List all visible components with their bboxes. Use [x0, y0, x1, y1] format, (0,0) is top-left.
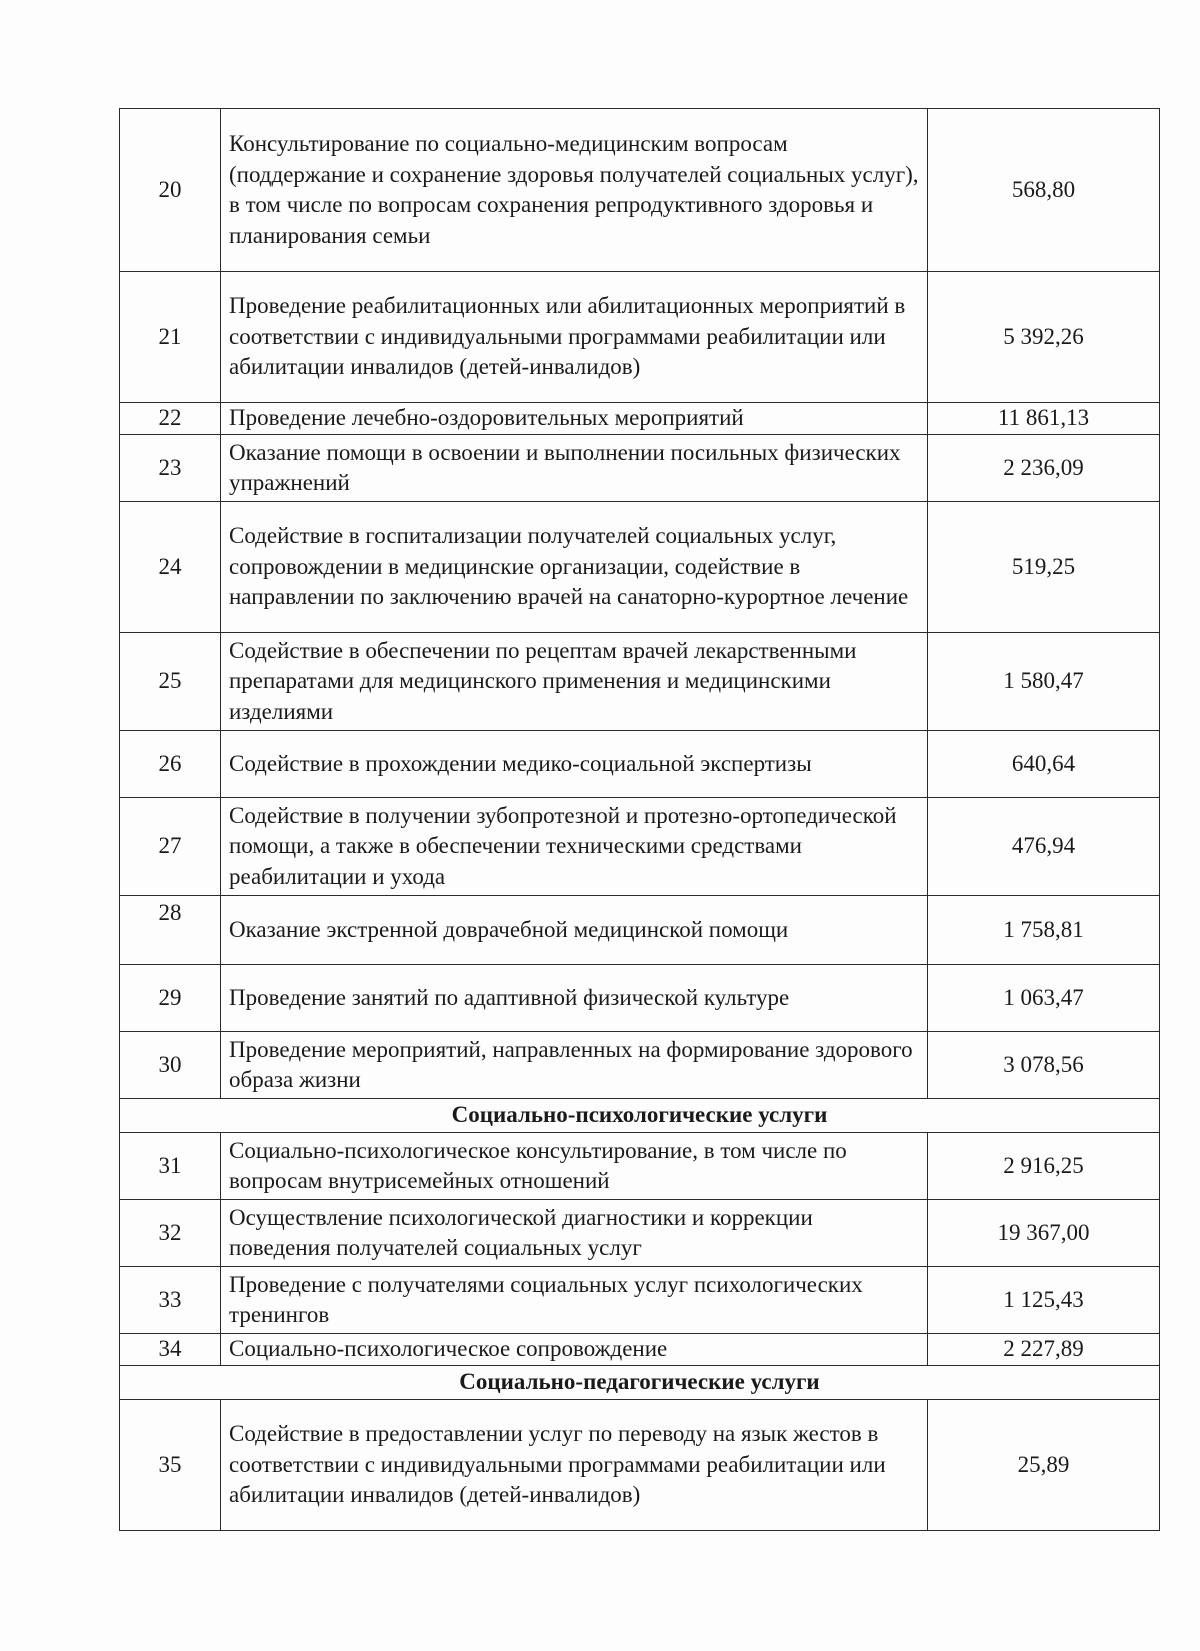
service-price: 2 236,09 — [928, 435, 1160, 502]
section-title-pedagogical: Социально-педагогические услуги — [120, 1366, 1160, 1400]
table-row — [120, 1334, 1160, 1366]
service-name: Содействие в предоставлении услуг по переводу на язык жестов в соответствии с индивидуальными программами реабилитации или абилитации инвалидов (детей-инвалидов) — [221, 1400, 928, 1531]
service-name: Консультирование по социально-медицинским вопросам (поддержание и сохранение здоровья получателей социальных услуг), в том числе по вопросам сохранения репродуктивного здоровья и планирования семьи — [221, 109, 928, 272]
service-price: 19 367,00 — [928, 1200, 1160, 1267]
service-price: 2 227,89 — [928, 1334, 1160, 1366]
row-number: 33 — [120, 1267, 221, 1334]
service-price: 640,64 — [928, 731, 1160, 798]
service-price: 568,80 — [928, 109, 1160, 272]
service-name: Проведение занятий по адаптивной физической культуре — [221, 965, 928, 1032]
table-row — [120, 1200, 1160, 1267]
table-row — [120, 1267, 1160, 1334]
section-header-row — [120, 1099, 1160, 1133]
row-number: 32 — [120, 1200, 221, 1267]
table-row — [120, 896, 1160, 965]
table-row — [120, 403, 1160, 435]
service-price: 25,89 — [928, 1400, 1160, 1531]
service-price: 11 861,13 — [928, 403, 1160, 435]
table-row — [120, 633, 1160, 731]
row-number: 34 — [120, 1334, 221, 1366]
row-number: 28 — [120, 896, 221, 965]
table-row — [120, 435, 1160, 502]
row-number: 25 — [120, 633, 221, 731]
row-number: 21 — [120, 272, 221, 403]
table-row — [120, 1133, 1160, 1200]
service-price: 5 392,26 — [928, 272, 1160, 403]
row-number: 29 — [120, 965, 221, 1032]
service-name: Содействие в обеспечении по рецептам врачей лекарственными препаратами для медицинского применения и медицинскими изделиями — [221, 633, 928, 731]
services-price-table — [119, 108, 1160, 1531]
row-number: 20 — [120, 109, 221, 272]
service-price: 2 916,25 — [928, 1133, 1160, 1200]
row-number: 35 — [120, 1400, 221, 1531]
row-number: 22 — [120, 403, 221, 435]
service-name: Проведение с получателями социальных услуг психологических тренингов — [221, 1267, 928, 1334]
table-row — [120, 272, 1160, 403]
service-name: Проведение лечебно-оздоровительных мероприятий — [221, 403, 928, 435]
table-row — [120, 1032, 1160, 1099]
table-row — [120, 109, 1160, 272]
service-name: Оказание экстренной доврачебной медицинской помощи — [221, 896, 928, 965]
service-name: Социально-психологическое сопровождение — [221, 1334, 928, 1366]
service-price: 519,25 — [928, 502, 1160, 633]
service-price: 1 758,81 — [928, 896, 1160, 965]
row-number: 26 — [120, 731, 221, 798]
service-price: 1 580,47 — [928, 633, 1160, 731]
service-name: Содействие в прохождении медико-социальной экспертизы — [221, 731, 928, 798]
table-row — [120, 502, 1160, 633]
table-row — [120, 1400, 1160, 1531]
service-name: Проведение мероприятий, направленных на формирование здорового образа жизни — [221, 1032, 928, 1099]
table-row — [120, 798, 1160, 896]
service-price: 3 078,56 — [928, 1032, 1160, 1099]
section-header-row — [120, 1366, 1160, 1400]
row-number: 27 — [120, 798, 221, 896]
service-name: Социально-психологическое консультирование, в том числе по вопросам внутрисемейных отношений — [221, 1133, 928, 1200]
service-name: Оказание помощи в освоении и выполнении посильных физических упражнений — [221, 435, 928, 502]
row-number: 24 — [120, 502, 221, 633]
row-number: 31 — [120, 1133, 221, 1200]
service-name: Проведение реабилитационных или абилитационных мероприятий в соответствии с индивидуальными программами реабилитации или абилитации инвалидов (детей-инвалидов) — [221, 272, 928, 403]
row-number: 23 — [120, 435, 221, 502]
table-row — [120, 731, 1160, 798]
service-price: 1 125,43 — [928, 1267, 1160, 1334]
service-price: 1 063,47 — [928, 965, 1160, 1032]
service-name: Осуществление психологической диагностики и коррекции поведения получателей социальных услуг — [221, 1200, 928, 1267]
section-title-psychological: Социально-психологические услуги — [120, 1099, 1160, 1133]
table-row — [120, 965, 1160, 1032]
service-name: Содействие в госпитализации получателей социальных услуг, сопровождении в медицинские организации, содействие в направлении по заключению врачей на санаторно-курортное лечение — [221, 502, 928, 633]
service-name: Содействие в получении зубопротезной и протезно-ортопедической помощи, а также в обеспечении техническими средствами реабилитации и ухода — [221, 798, 928, 896]
service-price: 476,94 — [928, 798, 1160, 896]
row-number: 30 — [120, 1032, 221, 1099]
